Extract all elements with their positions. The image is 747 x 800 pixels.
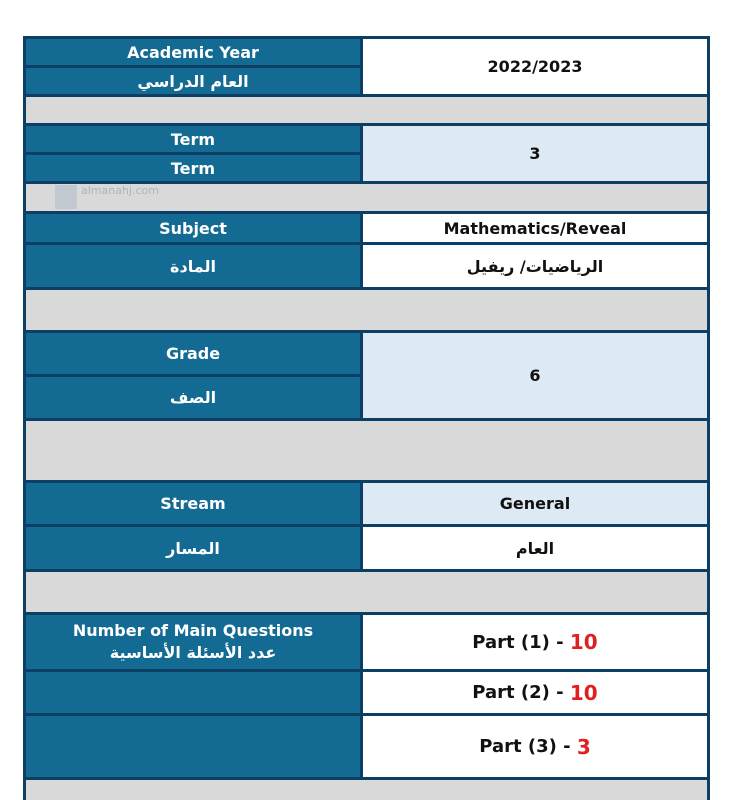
part-3-value [363,716,707,777]
grade-value: 6 [363,333,707,418]
grade-label: Grade [26,333,360,374]
part-3-row-label [26,716,360,777]
subject-label-ar: المادة [26,245,360,287]
part-2-label: Part (2) - [472,682,570,703]
term-label: Term [26,126,360,152]
spacer-row [26,780,707,800]
stream-label: Stream [26,483,360,524]
watermark-site: almanahj.com [81,184,159,197]
academic-year-label: Academic Year [26,39,360,65]
stream-label-ar: المسار [26,527,360,569]
main-questions-label-en: Number of Main Questions [72,621,314,640]
spacer-row [26,97,707,123]
grade-label-ar: الصف [26,377,360,418]
part-3-count: 3 [576,734,591,759]
spacer-row [26,290,707,330]
watermark [55,185,159,209]
subject-value-ar: الرياضيات/ ريفيل [363,245,707,287]
part-2-value [363,672,707,713]
academic-year-value: 2022/2023 [363,39,707,94]
academic-year-label-ar: العام الدراسي [26,68,360,94]
part-1-label: Part (1) - [472,631,570,653]
subject-value: Mathematics/Reveal [363,214,707,242]
term-label-2: Term [26,155,360,181]
subject-label: Subject [26,214,360,242]
spacer-row [26,572,707,612]
term-value: 3 [363,126,707,181]
stream-value-ar: العام [363,527,707,569]
watermark-logo-icon [55,185,77,209]
main-questions-label-ar: عدد الأسئلة الأساسية [109,643,277,662]
spacer-row [26,421,707,480]
info-table [23,36,710,800]
stream-value: General [363,483,707,524]
part-1-count: 10 [569,630,598,654]
part-2-count: 10 [569,680,598,705]
main-questions-label [26,615,360,669]
part-2-row-label [26,672,360,713]
part-1-value [363,615,707,669]
part-3-label: Part (3) - [479,736,577,757]
